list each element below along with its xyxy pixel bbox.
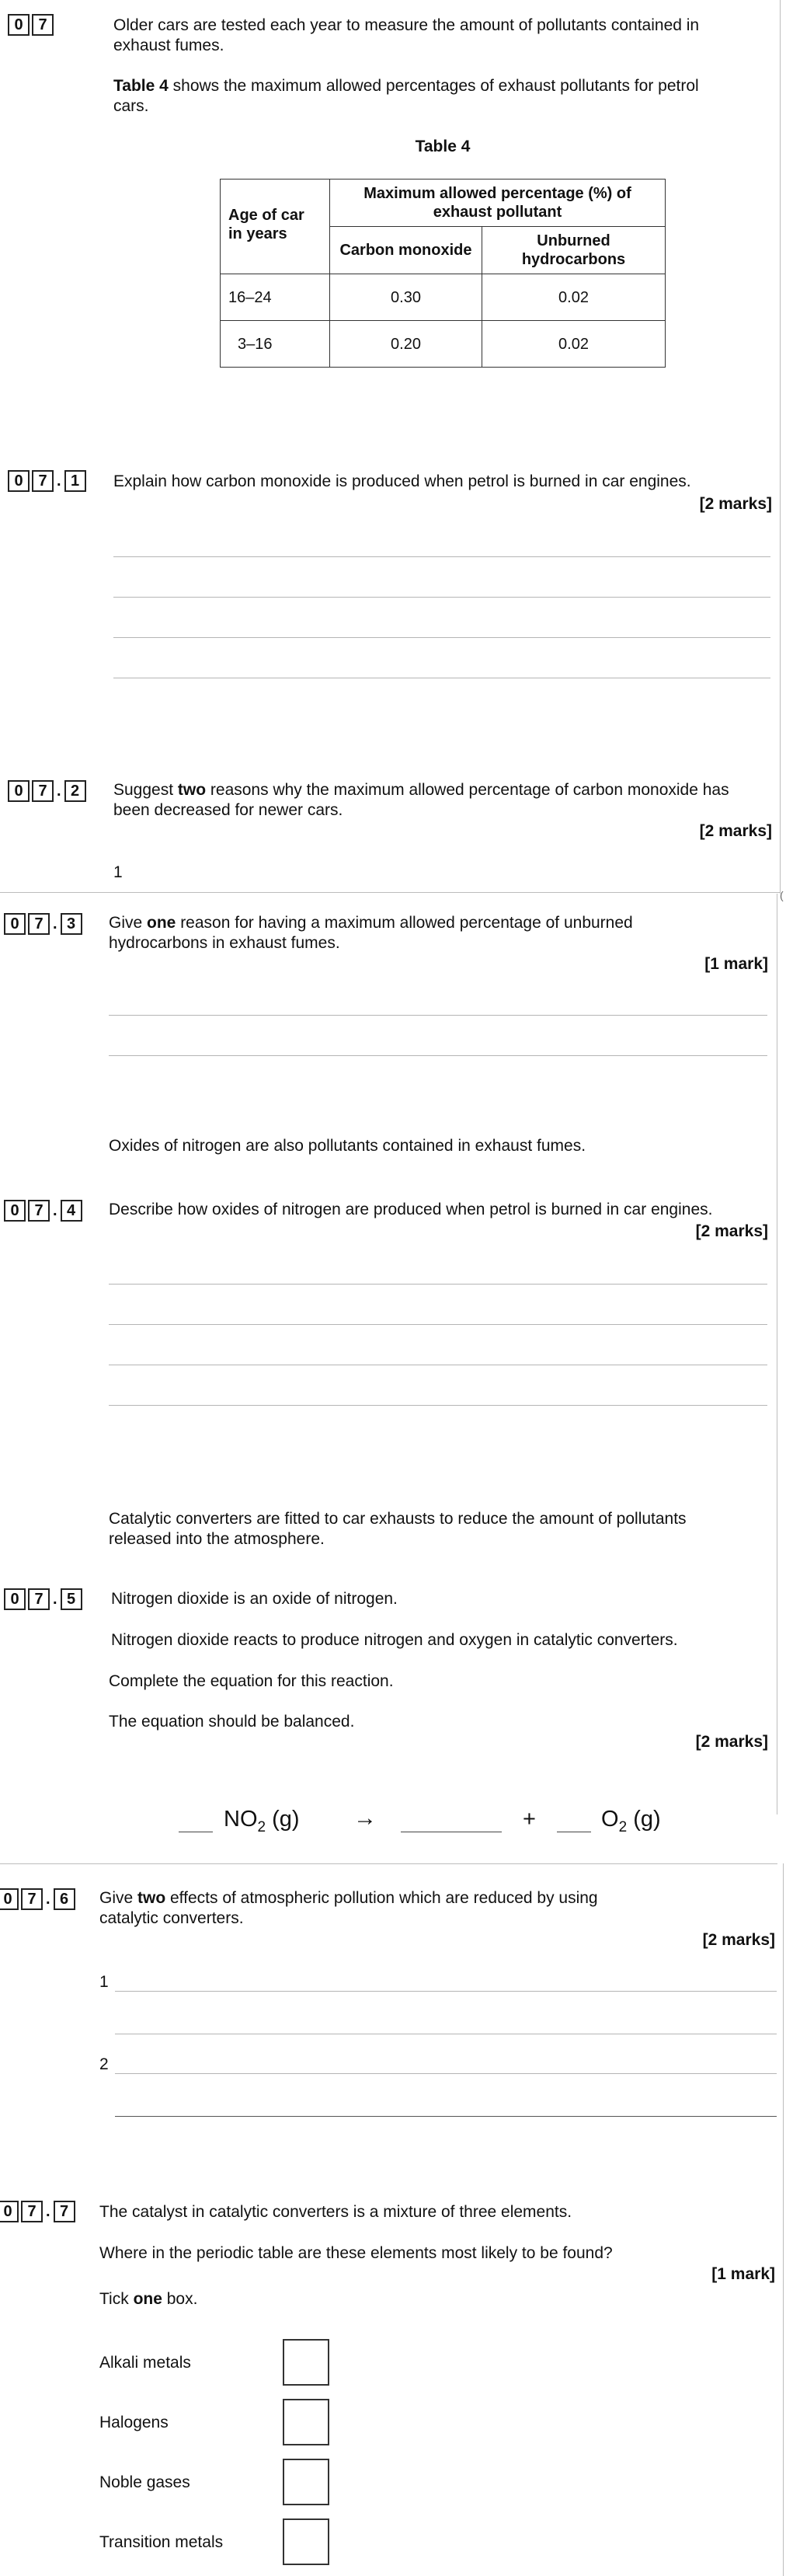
q77-marks: [1 mark] bbox=[711, 2265, 775, 2283]
answer-label-1: 1 bbox=[99, 1973, 109, 1991]
option-label-halogens: Halogens bbox=[99, 2414, 169, 2431]
pollutant-table bbox=[220, 179, 666, 368]
q71-marks: [2 marks] bbox=[699, 495, 772, 513]
page-mark: ( bbox=[780, 889, 784, 901]
page-edge bbox=[783, 1863, 784, 2576]
reaction-arrow: → bbox=[353, 1805, 377, 1831]
answer-line[interactable] bbox=[109, 1284, 767, 1285]
option-label-transition-metals: Transition metals bbox=[99, 2533, 224, 2551]
page-divider bbox=[0, 892, 781, 893]
catalytic-intro: Catalytic converters are fitted to car exhausts to reduce the amount of pollutants released into the atmosphere. bbox=[109, 1510, 687, 1548]
table-row bbox=[221, 274, 666, 321]
q72-marks: [2 marks] bbox=[699, 822, 772, 840]
option-label-alkali-metals: Alkali metals bbox=[99, 2354, 191, 2372]
table-cell-age: 3–16 bbox=[221, 321, 330, 368]
question-number-07-1: 0 7 . 1 bbox=[8, 470, 89, 492]
table-row bbox=[221, 321, 666, 368]
option-label-noble-gases: Noble gases bbox=[99, 2473, 190, 2491]
table-header-hc: Unburned hydrocarbons bbox=[482, 227, 666, 274]
tick-box-alkali-metals[interactable] bbox=[283, 2339, 329, 2386]
answer-line[interactable] bbox=[109, 1324, 767, 1325]
answer-line[interactable] bbox=[115, 2073, 777, 2074]
q76-text: Give two effects of atmospheric pollution which are reduced by using catalytic converters. bbox=[99, 1889, 598, 1927]
table-cell-co: 0.30 bbox=[330, 274, 482, 321]
q75-line1: Nitrogen dioxide is an oxide of nitrogen. bbox=[111, 1590, 398, 1608]
question-number-07-4: 0 7 . 4 bbox=[4, 1200, 85, 1222]
q72-text: Suggest two reasons why the maximum allowed percentage of carbon monoxide has been decreased for newer cars. bbox=[113, 781, 729, 819]
answer-line[interactable] bbox=[115, 1991, 777, 1992]
nox-intro: Oxides of nitrogen are also pollutants contained in exhaust fumes. bbox=[109, 1137, 586, 1155]
answer-line[interactable] bbox=[113, 637, 770, 638]
table-header-group: Maximum allowed percentage (%) of exhaust pollutant bbox=[330, 180, 666, 227]
question-number-07-6: 0 7 . 6 bbox=[0, 1888, 78, 1910]
table-title: Table 4 bbox=[415, 138, 471, 155]
q75-line3: Complete the equation for this reaction. bbox=[109, 1672, 394, 1690]
question-number-07-3: 0 7 . 3 bbox=[4, 913, 85, 935]
page-divider bbox=[0, 1863, 777, 1864]
q74-marks: [2 marks] bbox=[695, 1222, 768, 1240]
table-header-co: Carbon monoxide bbox=[330, 227, 482, 274]
q7-intro: Older cars are tested each year to measure the amount of pollutants contained in exhaust fumes. bbox=[113, 16, 700, 54]
q75-line2: Nitrogen dioxide reacts to produce nitrogen and oxygen in catalytic converters. bbox=[111, 1631, 678, 1649]
answer-line[interactable] bbox=[109, 1055, 767, 1056]
answer-line[interactable] bbox=[113, 556, 770, 557]
formula-no2: $NO_2$ (g) bbox=[224, 1807, 300, 1835]
q77-line2: Where in the periodic table are these elements most likely to be found? bbox=[99, 2244, 613, 2262]
plus-sign: + bbox=[523, 1807, 536, 1832]
table-header-age: Age of car in years bbox=[221, 180, 330, 274]
tick-box-halogens[interactable] bbox=[283, 2399, 329, 2445]
question-number-07-5: 0 7 . 5 bbox=[4, 1588, 85, 1610]
answer-line[interactable] bbox=[115, 2116, 777, 2117]
formula-o2: $O_2$ (g) bbox=[601, 1807, 661, 1835]
table-cell-co: 0.20 bbox=[330, 321, 482, 368]
table-cell-hc: 0.02 bbox=[482, 321, 666, 368]
q74-text: Describe how oxides of nitrogen are produced when petrol is burned in car engines. bbox=[109, 1201, 713, 1218]
answer-line[interactable] bbox=[113, 597, 770, 598]
table-cell-age: 16–24 bbox=[221, 274, 330, 321]
tick-box-noble-gases[interactable] bbox=[283, 2459, 329, 2505]
q75-marks: [2 marks] bbox=[695, 1733, 768, 1751]
answer-label-2: 2 bbox=[99, 2055, 109, 2073]
q7-table-ref: Table 4 shows the maximum allowed percentages of exhaust pollutants for petrol cars. bbox=[113, 77, 699, 115]
question-number-07-2: 0 7 . 2 bbox=[8, 780, 89, 802]
page-edge bbox=[780, 0, 781, 894]
tick-box-transition-metals[interactable] bbox=[283, 2518, 329, 2565]
answer-line[interactable] bbox=[109, 1405, 767, 1406]
q77-line1: The catalyst in catalytic converters is a mixture of three elements. bbox=[99, 2203, 572, 2221]
q73-marks: [1 mark] bbox=[704, 955, 768, 973]
question-number-07: 0 7 bbox=[8, 14, 56, 36]
answer-line[interactable] bbox=[109, 1015, 767, 1016]
q77-instruction: Tick one box. bbox=[99, 2290, 198, 2308]
q73-text: Give one reason for having a maximum allowed percentage of unburned hydrocarbons in exhaust fumes. bbox=[109, 914, 633, 952]
answer-label-1: 1 bbox=[113, 863, 123, 881]
question-number-07-7: 0 7 . 7 bbox=[0, 2201, 78, 2222]
table-cell-hc: 0.02 bbox=[482, 274, 666, 321]
q71-text: Explain how carbon monoxide is produced when petrol is burned in car engines. bbox=[113, 472, 691, 490]
q75-line4: The equation should be balanced. bbox=[109, 1713, 355, 1731]
q76-marks: [2 marks] bbox=[702, 1931, 775, 1949]
